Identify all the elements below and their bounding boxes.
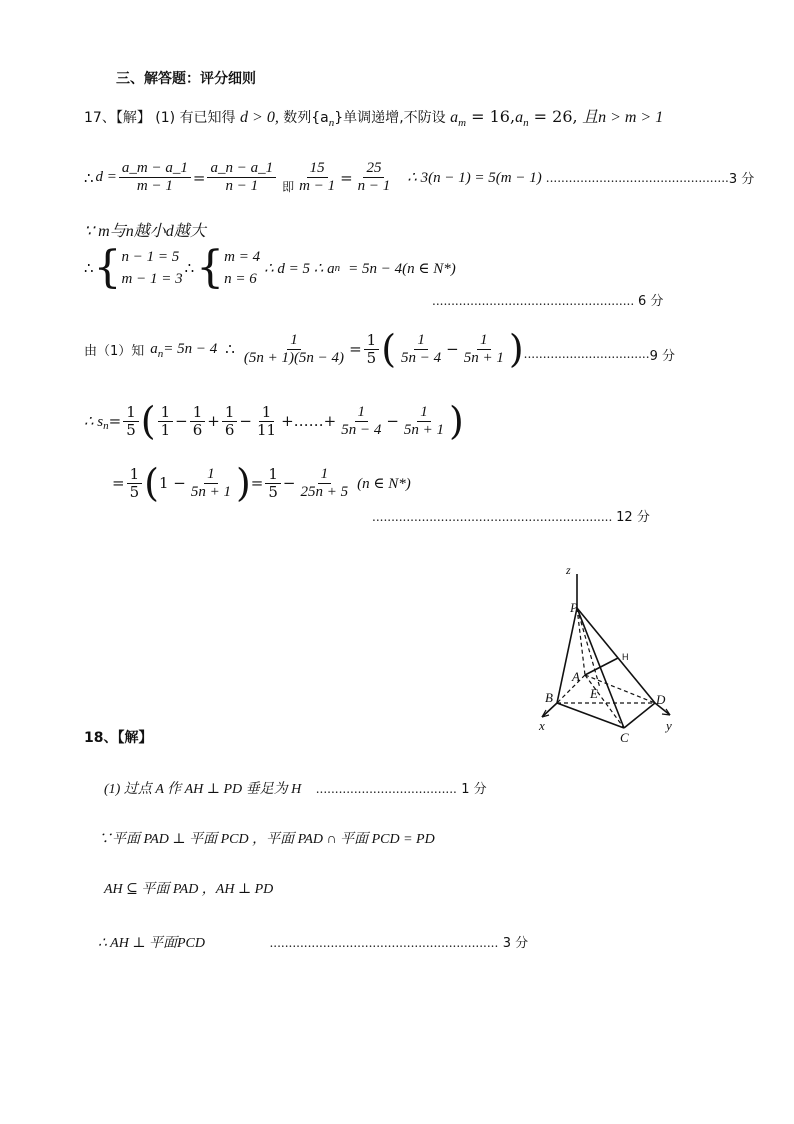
pyramid-figure xyxy=(520,560,700,750)
q17-from: 由（1）知 xyxy=(84,343,145,359)
label-x: x xyxy=(539,718,545,733)
x-axis xyxy=(542,703,557,717)
q17-sys2: m = 4 n = 6 xyxy=(224,249,261,287)
q18-line4-row xyxy=(98,932,528,952)
q17-final-eq1: = xyxy=(112,474,125,493)
q17-t2: $\frac{1}{6}$ xyxy=(190,404,206,439)
q17-final-frac2: $\frac{1}{25n + 5}$ xyxy=(300,466,349,500)
label-E: E xyxy=(590,686,598,701)
q18-score2: 3 分 xyxy=(502,936,529,951)
q17-cond2: 且n > m > 1 xyxy=(582,109,664,126)
q17-am-val: = 16, xyxy=(466,107,516,126)
q17-d-res: ∴ d = 5 ∴ a xyxy=(264,260,335,277)
q17-seq-text2: }单调递增 xyxy=(334,110,400,126)
label-C: C xyxy=(620,730,629,745)
q17-d-eq: d = xyxy=(95,169,117,185)
q17-intro: (1) 有已知得 xyxy=(155,110,236,126)
q17-therefore: ∴ xyxy=(84,168,94,187)
q17-number: 17、【解】 xyxy=(84,110,151,126)
label-H: H xyxy=(622,652,629,662)
q17-final-frac: $\frac{1}{5n + 1}$ xyxy=(190,466,231,500)
label-D: D xyxy=(656,692,666,707)
edge-PB xyxy=(557,608,577,703)
q17-final-line: = $\frac{1}{5}$ ( 1 − $\frac{1}{5n + 1}$ ) = $\frac{1}{5}$ − $\frac{1}{25n + 5}$ (n ∈ N*) xyxy=(112,461,411,506)
q18-step1-row xyxy=(104,778,487,798)
q17-frac5: $\frac{1}{(5n + 1)(5n - 4)}$ xyxy=(243,332,345,366)
q17-dots4-row xyxy=(372,506,650,525)
q17-am: a xyxy=(450,109,459,126)
q17-frac1: $\frac{a\_m - a\_1}{m - 1}$ xyxy=(119,160,191,195)
label-B: B xyxy=(545,690,553,705)
q17-t1: $\frac{1}{1}$ xyxy=(158,404,174,439)
section-title: 三、解答题：评分细则 xyxy=(116,71,256,87)
q18-step1: (1) 过点 A 作 AH ⊥ PD 垂足为 H xyxy=(104,782,302,797)
q17-therefore2: ∴ xyxy=(225,340,235,359)
q17-seq-sub: n xyxy=(328,116,335,129)
q17-sn-lhs: ∴ s xyxy=(84,413,104,430)
q17-frac6: $\frac{1}{5n - 4}$ xyxy=(401,332,442,366)
q17-final-fifth: $\frac{1}{5}$ xyxy=(127,466,143,501)
q17-t4: $\frac{1}{11}$ xyxy=(256,403,277,439)
q17-assume: ,不防设 xyxy=(399,110,446,126)
q17-dots1: ................................................ xyxy=(545,170,729,185)
q17-t6: $\frac{1}{5n + 1}$ xyxy=(403,404,445,438)
q17-score1: 3 分 xyxy=(728,172,755,187)
q17-t3: $\frac{1}{6}$ xyxy=(222,404,238,439)
label-y: y xyxy=(666,718,672,733)
edge-PC xyxy=(577,608,624,728)
edge-BC xyxy=(557,703,624,728)
q17-score3: 9 分 xyxy=(649,348,675,364)
q17-seq-text: 数列{a xyxy=(283,110,329,126)
q17-cond1: d > 0, xyxy=(240,109,279,126)
q17-score4: 12 分 xyxy=(616,510,650,525)
q17-final-fifth2: $\frac{1}{5}$ xyxy=(265,466,281,501)
q17-ellipsis: +……+ xyxy=(281,412,337,431)
q17-an-eq-rhs: = 5n − 4 xyxy=(163,340,218,357)
q17-frac7: $\frac{1}{5n + 1}$ xyxy=(463,332,504,366)
q17-ji: 即 xyxy=(282,180,295,194)
q18-line2: ∵平面 PAD ⊥ 平面 PCD ，平面 PAD ∩ 平面 PCD = PD xyxy=(98,832,435,847)
q17-dots2-row xyxy=(432,290,663,309)
q17-dots4: ............................................................... xyxy=(372,510,613,524)
q17-line-from: 由（1）知 a $_n$ = 5n − 4 ∴ $\frac{1}{(5n + 1)(5n - 4)}$ = $\frac{1}{5}$ ( $\frac{1}{5n - 4}$ − $\frac{1}{5n + 1}$ ) ................................. 9 分 xyxy=(84,327,675,372)
q17-final-2: 1 − xyxy=(158,474,186,493)
label-A: A xyxy=(572,669,580,684)
q18-score1: 1 分 xyxy=(461,782,487,797)
q17-because: ∵ m与n越小d越大 xyxy=(84,223,206,240)
q17-final-eq3: = xyxy=(250,474,264,493)
q18-line4: ∴ AH ⊥ 平面PCD xyxy=(98,936,205,951)
q17-frac4: $\frac{25}{n - 1}$ xyxy=(357,160,391,194)
q18-dots1: ..................................... xyxy=(315,782,457,796)
edge-CD xyxy=(624,703,655,728)
q17-frac-fifth: $\frac{1}{5}$ xyxy=(364,332,380,367)
q17-an-formula: = 5n − 4(n ∈ N*) xyxy=(348,260,456,277)
q17-frac3: $\frac{15}{m - 1}$ xyxy=(299,160,336,194)
label-P: P xyxy=(570,600,578,615)
q17-an-eq: a xyxy=(150,340,158,357)
q18-line3: AH ⊆ 平面 PAD ，AH ⊥ PD xyxy=(104,882,274,897)
q18-number: 18、【解】 xyxy=(84,730,153,746)
label-z: z xyxy=(566,563,571,577)
q17-sn-line: ∴ s $_n$ = $\frac{1}{5}$ ( $\frac{1}{1}$ − $\frac{1}{6}$ + $\frac{1}{6}$ − $\frac{1}{11}$ +……+ $\frac{1}{5n - 4}$ − $\frac{1}{5n + 1}$ ) xyxy=(84,399,464,444)
q17-frac2: $\frac{a\_n - a\_1}{n - 1}$ xyxy=(207,160,276,195)
q17-sn-eq: = xyxy=(108,412,122,431)
q17-rel: ∴ 3(n − 1) = 5(m − 1) xyxy=(407,170,542,186)
q17-an-val: = 26, xyxy=(528,107,578,126)
q17-eq: = xyxy=(349,340,362,359)
q17-line1: 17、【解】 (1) 有已知得 d > 0, 数列$\{a_n\}$单调递增,不防设 $a_m = 16,a_n = 26$, 且n > m > 1 xyxy=(84,107,664,129)
q17-system-line: ∴ { n − 1 = 5 m − 1 = 3 ∴ { m = 4 n = 6 ∴ d = 5 ∴ a n = 5n − 4(n ∈ N*) xyxy=(84,242,456,293)
edge-PD xyxy=(577,608,655,703)
q17-final-dom: (n ∈ N*) xyxy=(357,475,411,492)
q17-sys1: n − 1 = 5 m − 1 = 3 xyxy=(121,249,183,287)
q17-sn-fifth: $\frac{1}{5}$ xyxy=(123,404,139,439)
q17-t5: $\frac{1}{5n - 4}$ xyxy=(341,404,382,438)
q17-score2: 6 分 xyxy=(638,294,664,309)
q17-dots3: ................................. xyxy=(523,347,650,362)
q17-line2: ∴ d = $\frac{a\_m - a\_1}{m - 1}$ = $\frac{a\_n - a\_1}{n - 1}$ 即 $\frac{15}{m - 1}$ = $\frac{25}{n - 1}$ ∴ 3(n − 1) = 5(m − 1) ................................................ 3 分 xyxy=(84,160,755,194)
q17-dots2: ..................................................... xyxy=(432,294,635,308)
q18-dots2: ............................................................ xyxy=(269,936,499,950)
